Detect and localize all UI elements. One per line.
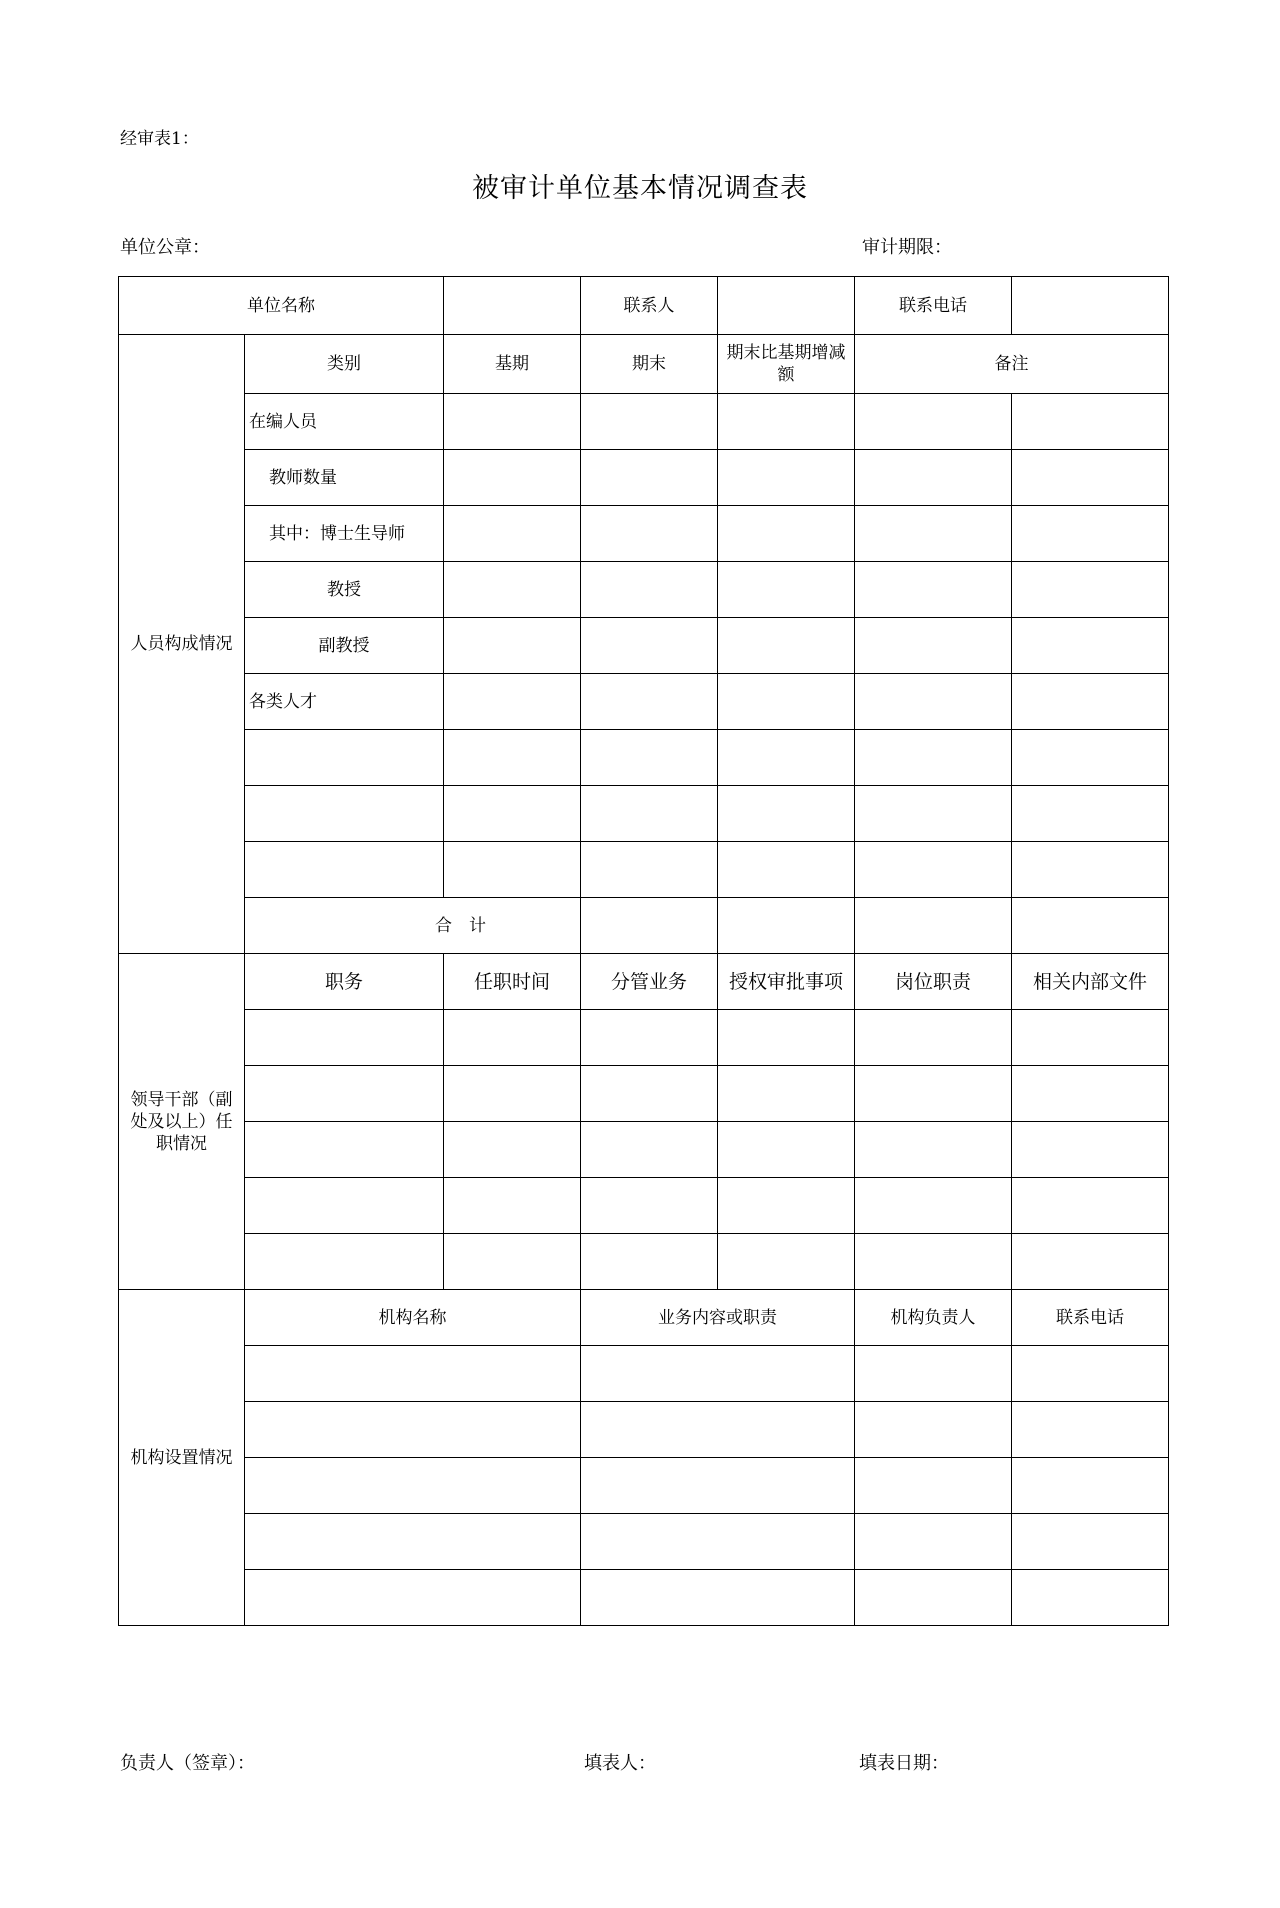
personnel-row-label: 其中：博士生导师: [245, 506, 444, 562]
data-cell[interactable]: [855, 618, 1012, 674]
table-row: [119, 1178, 1169, 1234]
data-cell[interactable]: [855, 842, 1012, 898]
total-label: 合 计: [245, 898, 581, 954]
data-cell[interactable]: [581, 450, 718, 506]
table-row: [119, 1122, 1169, 1178]
data-cell[interactable]: [245, 1458, 581, 1514]
data-cell[interactable]: [855, 1458, 1012, 1514]
personnel-header: 类别: [245, 335, 444, 394]
filler-label: 填表人：: [584, 1753, 656, 1774]
data-cell[interactable]: [245, 1010, 444, 1066]
total-row: [119, 898, 1169, 954]
data-cell[interactable]: [855, 1178, 1012, 1234]
data-cell[interactable]: [444, 1178, 581, 1234]
data-cell[interactable]: [444, 1234, 581, 1290]
data-cell[interactable]: [581, 1458, 855, 1514]
organization-section-label: 机构设置情况: [119, 1290, 245, 1626]
personnel-header: 备注: [855, 335, 1169, 394]
phone-field[interactable]: [1012, 277, 1169, 335]
audit-period-label: 审计期限：: [862, 237, 952, 258]
data-cell[interactable]: [581, 674, 718, 730]
data-cell[interactable]: [245, 786, 444, 842]
data-cell[interactable]: [444, 394, 581, 450]
data-cell[interactable]: [718, 1066, 855, 1122]
data-cell[interactable]: [1012, 1122, 1169, 1178]
personnel-header: 基期: [444, 335, 581, 394]
data-cell[interactable]: [855, 450, 1012, 506]
data-cell[interactable]: [855, 674, 1012, 730]
data-cell[interactable]: [444, 674, 581, 730]
data-cell[interactable]: [855, 730, 1012, 786]
leaders-header: 岗位职责: [855, 954, 1012, 1010]
personnel-row-label: 教师数量: [245, 450, 444, 506]
data-cell[interactable]: [855, 1346, 1012, 1402]
leaders-header: 分管业务: [581, 954, 718, 1010]
data-cell[interactable]: [718, 450, 855, 506]
data-cell[interactable]: [444, 450, 581, 506]
data-cell[interactable]: [855, 506, 1012, 562]
table-row: [119, 1346, 1169, 1402]
data-cell[interactable]: [1012, 1570, 1169, 1626]
data-cell[interactable]: [581, 1346, 855, 1402]
data-cell[interactable]: [718, 1234, 855, 1290]
data-cell[interactable]: [581, 394, 718, 450]
data-cell[interactable]: [718, 1178, 855, 1234]
data-cell[interactable]: [245, 1514, 581, 1570]
personnel-section-label: 人员构成情况: [119, 335, 245, 954]
leaders-header: 职务: [245, 954, 444, 1010]
phone-label: 联系电话: [855, 277, 1012, 335]
table-row: [119, 674, 1169, 730]
data-cell[interactable]: [581, 1066, 718, 1122]
data-cell[interactable]: [718, 786, 855, 842]
data-cell[interactable]: [1012, 1514, 1169, 1570]
table-row: [119, 842, 1169, 898]
data-cell[interactable]: [444, 618, 581, 674]
data-cell[interactable]: [718, 618, 855, 674]
data-cell[interactable]: [581, 730, 718, 786]
data-cell[interactable]: [245, 1066, 444, 1122]
data-cell[interactable]: [1012, 1402, 1169, 1458]
personnel-header: 期末: [581, 335, 718, 394]
survey-table: [118, 276, 1169, 1626]
data-cell[interactable]: [444, 1010, 581, 1066]
table-row: [119, 1402, 1169, 1458]
data-cell[interactable]: [718, 842, 855, 898]
table-row: [119, 730, 1169, 786]
data-cell[interactable]: [1012, 1234, 1169, 1290]
data-cell[interactable]: [855, 1234, 1012, 1290]
data-cell[interactable]: [855, 1514, 1012, 1570]
data-cell[interactable]: [855, 1570, 1012, 1626]
data-cell[interactable]: [581, 618, 718, 674]
table-row: [119, 506, 1169, 562]
data-cell[interactable]: [855, 394, 1012, 450]
table-row: [119, 1514, 1169, 1570]
personnel-row-label: 教授: [245, 562, 444, 618]
data-cell[interactable]: [855, 1402, 1012, 1458]
data-cell[interactable]: [245, 1346, 581, 1402]
data-cell[interactable]: [581, 1234, 718, 1290]
data-cell[interactable]: [855, 1122, 1012, 1178]
data-cell[interactable]: [718, 506, 855, 562]
leaders-header: 授权审批事项: [718, 954, 855, 1010]
table-row: [119, 1066, 1169, 1122]
data-cell[interactable]: [1012, 730, 1169, 786]
table-row: [119, 1234, 1169, 1290]
form-number: 经审表1：: [120, 129, 199, 149]
data-cell[interactable]: [855, 898, 1012, 954]
data-cell[interactable]: [1012, 1346, 1169, 1402]
table-row: [119, 450, 1169, 506]
data-cell[interactable]: [581, 1402, 855, 1458]
table-row: [119, 618, 1169, 674]
data-cell[interactable]: [245, 1122, 444, 1178]
data-cell[interactable]: [444, 786, 581, 842]
data-cell[interactable]: [581, 1122, 718, 1178]
data-cell[interactable]: [245, 1178, 444, 1234]
data-cell[interactable]: [245, 1402, 581, 1458]
unit-name-field[interactable]: [444, 277, 581, 335]
organization-header: 机构负责人: [855, 1290, 1012, 1346]
data-cell[interactable]: [581, 1010, 718, 1066]
data-cell[interactable]: [444, 730, 581, 786]
data-cell[interactable]: [444, 1122, 581, 1178]
page-title: 被审计单位基本情况调查表: [472, 173, 808, 204]
contact-field[interactable]: [718, 277, 855, 335]
data-cell[interactable]: [1012, 674, 1169, 730]
data-cell[interactable]: [718, 730, 855, 786]
personnel-header: 期末比基期增减额: [718, 335, 855, 394]
table-row: [119, 1458, 1169, 1514]
data-cell[interactable]: [581, 1178, 718, 1234]
data-cell[interactable]: [581, 562, 718, 618]
data-cell[interactable]: [1012, 786, 1169, 842]
data-cell[interactable]: [444, 1066, 581, 1122]
data-cell[interactable]: [855, 1066, 1012, 1122]
data-cell[interactable]: [718, 394, 855, 450]
data-cell[interactable]: [1012, 1066, 1169, 1122]
personnel-row-label: 副教授: [245, 618, 444, 674]
table-row: [119, 786, 1169, 842]
organization-header: 机构名称: [245, 1290, 581, 1346]
data-cell[interactable]: [581, 898, 718, 954]
personnel-row-label: 在编人员: [245, 394, 444, 450]
responsible-label: 负责人（签章）：: [120, 1753, 255, 1774]
fill-date-label: 填表日期：: [859, 1753, 949, 1774]
data-cell[interactable]: [245, 842, 444, 898]
data-cell[interactable]: [718, 674, 855, 730]
data-cell[interactable]: [855, 786, 1012, 842]
data-cell[interactable]: [245, 1234, 444, 1290]
data-cell[interactable]: [1012, 562, 1169, 618]
data-cell[interactable]: [718, 1010, 855, 1066]
organization-header: 联系电话: [1012, 1290, 1169, 1346]
data-cell[interactable]: [245, 1570, 581, 1626]
data-cell[interactable]: [718, 898, 855, 954]
data-cell[interactable]: [444, 842, 581, 898]
data-cell[interactable]: [581, 786, 718, 842]
data-cell[interactable]: [581, 1514, 855, 1570]
data-cell[interactable]: [1012, 898, 1169, 954]
data-cell[interactable]: [1012, 394, 1169, 450]
data-cell[interactable]: [718, 1122, 855, 1178]
data-cell[interactable]: [1012, 450, 1169, 506]
leaders-section-label: 领导干部（副处及以上）任职情况: [119, 954, 245, 1290]
personnel-row-label: 各类人才: [245, 674, 444, 730]
unit-name-label: 单位名称: [119, 277, 444, 335]
table-row: [119, 1570, 1169, 1626]
data-cell[interactable]: [718, 562, 855, 618]
table-row: [119, 562, 1169, 618]
table-row: [119, 1010, 1169, 1066]
data-cell[interactable]: [1012, 618, 1169, 674]
leaders-header: 任职时间: [444, 954, 581, 1010]
data-cell[interactable]: [1012, 842, 1169, 898]
data-cell[interactable]: [1012, 1178, 1169, 1234]
data-cell[interactable]: [1012, 506, 1169, 562]
contact-label: 联系人: [581, 277, 718, 335]
data-cell[interactable]: [444, 506, 581, 562]
data-cell[interactable]: [245, 730, 444, 786]
unit-seal-label: 单位公章：: [120, 237, 210, 258]
data-cell[interactable]: [855, 562, 1012, 618]
data-cell[interactable]: [1012, 1010, 1169, 1066]
data-cell[interactable]: [1012, 1458, 1169, 1514]
table-row: [119, 394, 1169, 450]
organization-header: 业务内容或职责: [581, 1290, 855, 1346]
data-cell[interactable]: [581, 842, 718, 898]
data-cell[interactable]: [444, 562, 581, 618]
data-cell[interactable]: [855, 1010, 1012, 1066]
leaders-header: 相关内部文件: [1012, 954, 1169, 1010]
data-cell[interactable]: [581, 1570, 855, 1626]
data-cell[interactable]: [581, 506, 718, 562]
